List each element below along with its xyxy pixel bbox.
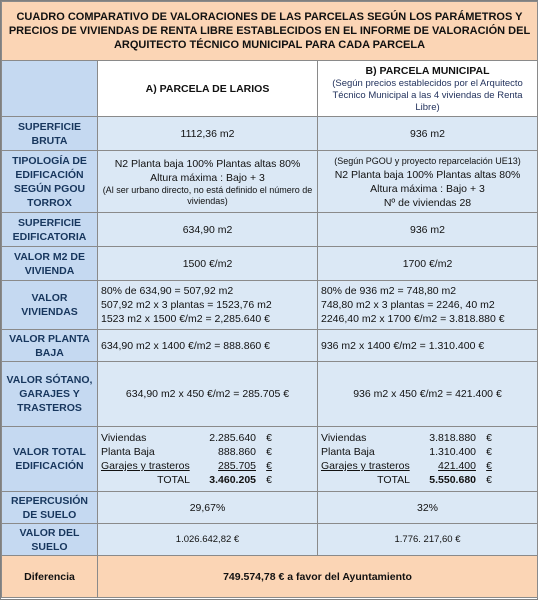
cell-b: 32% [318, 492, 538, 524]
cell-line: 507,92 m2 x 3 plantas = 1523,76 m2 [101, 299, 272, 311]
total-key: TOTAL [157, 474, 190, 486]
row-label: REPERCUSIÓN DE SUELO [2, 492, 98, 524]
cell-a [98, 427, 318, 492]
row-label: VALOR TOTAL EDIFICACIÓN [2, 427, 98, 492]
cell-line: 2246,40 m2 x 1700 €/m2 = 3.818.880 € [321, 313, 505, 325]
row-diferencia [2, 556, 538, 598]
parcela-b-header [318, 61, 538, 117]
total-unit: € [266, 446, 272, 458]
total-key: Viviendas [101, 432, 147, 444]
row-label: SUPERFICIE EDIFICATORIA [2, 213, 98, 247]
total-line [321, 473, 534, 487]
cell-note: (Según PGOU y proyecto reparcelación UE13) [334, 155, 521, 166]
total-unit: € [486, 474, 492, 486]
cell-a: 634,90 m2 [98, 213, 318, 247]
total-value: 3.818.880 [429, 432, 476, 444]
total-line [321, 445, 534, 459]
total-value: 1.310.400 [429, 446, 476, 458]
total-value: 421.400 [438, 460, 476, 472]
cell-a: 1.026.642,82 € [98, 524, 318, 556]
row-tipologia [2, 151, 538, 213]
parcela-a-header [98, 61, 318, 117]
total-value: 3.460.205 [209, 474, 256, 486]
cell-line: 80% de 936 m2 = 748,80 m2 [321, 285, 457, 297]
cell-line: Nº de viviendas 28 [383, 196, 472, 209]
cell-b [318, 427, 538, 492]
total-line [101, 473, 314, 487]
parcela-b-subtitle: (Según precios establecidos por el Arquitecto Técnico Municipal a las 4 viviendas de Renta Libre) [332, 77, 523, 113]
cell-line: 748,80 m2 x 3 plantas = 2246, 40 m2 [321, 299, 495, 311]
total-line [101, 431, 314, 445]
diferencia-value: 749.574,78 € a favor del Ayuntamiento [98, 556, 538, 598]
row-label: VALOR M2 DE VIVIENDA [2, 247, 98, 281]
table-title: CUADRO COMPARATIVO DE VALORACIONES DE LAS PARCELAS SEGÚN LOS PARÁMETROS Y PRECIOS DE VIVIENDAS DE RENTA LIBRE ESTABLECIDOS EN EL INFORME DE VALORACIÓN DEL ARQUITECTO TÉCNICO MUNICIPAL PARA CADA PARCELA [2, 2, 538, 61]
row-label: VALOR DEL SUELO [2, 524, 98, 556]
cell-b [318, 281, 538, 330]
cell-b: 936 m2 x 450 €/m2 = 421.400 € [318, 362, 538, 427]
row-label: VALOR SÓTANO, GARAJES Y TRASTEROS [2, 362, 98, 427]
total-unit: € [266, 474, 272, 486]
cell-a: 29,67% [98, 492, 318, 524]
row-valor-suelo [2, 524, 538, 556]
cell-b: 936 m2 x 1400 €/m2 = 1.310.400 € [318, 330, 538, 362]
row-repercusion [2, 492, 538, 524]
total-unit: € [266, 432, 272, 444]
comparison-table [1, 1, 538, 598]
cell-a: 634,90 m2 x 450 €/m2 = 285.705 € [98, 362, 318, 427]
cell-a: 634,90 m2 x 1400 €/m2 = 888.860 € [98, 330, 318, 362]
cell-line: Altura máxima : Bajo + 3 [370, 182, 485, 195]
row-label: VALOR VIVIENDAS [2, 281, 98, 330]
cell-a [98, 281, 318, 330]
cell-a: 1112,36 m2 [98, 117, 318, 151]
cell-a: 1500 €/m2 [98, 247, 318, 281]
cell-note: (Al ser urbano directo, no está definido el número de viviendas) [102, 184, 313, 206]
total-value: 285.705 [218, 460, 256, 472]
total-value: 5.550.680 [429, 474, 476, 486]
cell-b: 1700 €/m2 [318, 247, 538, 281]
total-key: Garajes y trasteros [321, 460, 410, 472]
cell-line: Altura máxima : Bajo + 3 [150, 171, 265, 184]
row-valor-planta-baja [2, 330, 538, 362]
row-label: VALOR PLANTA BAJA [2, 330, 98, 362]
total-key: Planta Baja [101, 446, 155, 458]
row-valor-sotano [2, 362, 538, 427]
parcela-a-title: A) PARCELA DE LARIOS [145, 82, 270, 95]
cell-b: 936 m2 [318, 213, 538, 247]
total-unit: € [266, 460, 272, 472]
row-valor-total [2, 427, 538, 492]
header-blank-cell [2, 61, 98, 117]
total-value: 2.285.640 [209, 432, 256, 444]
cell-b: 936 m2 [318, 117, 538, 151]
total-key: Planta Baja [321, 446, 375, 458]
total-key: Garajes y trasteros [101, 460, 190, 472]
cell-b [318, 151, 538, 213]
row-superficie-edificatoria [2, 213, 538, 247]
row-label: SUPERFICIE BRUTA [2, 117, 98, 151]
total-unit: € [486, 460, 492, 472]
total-line [101, 445, 314, 459]
total-unit: € [486, 432, 492, 444]
total-key: TOTAL [377, 474, 410, 486]
total-line [321, 431, 534, 445]
total-line [101, 459, 314, 473]
row-valor-m2 [2, 247, 538, 281]
cell-line: N2 Planta baja 100% Plantas altas 80% [334, 168, 521, 181]
diferencia-label: Diferencia [2, 556, 98, 598]
cell-line: 80% de 634,90 = 507,92 m2 [101, 285, 234, 297]
parcela-b-title: B) PARCELA MUNICIPAL [365, 64, 490, 77]
total-key: Viviendas [321, 432, 367, 444]
row-valor-viviendas [2, 281, 538, 330]
cell-a [98, 151, 318, 213]
total-line [321, 459, 534, 473]
cell-line: N2 Planta baja 100% Plantas altas 80% [114, 157, 301, 170]
total-value: 888.860 [218, 446, 256, 458]
cell-line: 1523 m2 x 1500 €/m2 = 2,285.640 € [101, 313, 270, 325]
total-unit: € [486, 446, 492, 458]
row-superficie-bruta [2, 117, 538, 151]
row-label: TIPOLOGÍA DE EDIFICACIÓN SEGÚN PGOU TORROX [2, 151, 98, 213]
cell-b: 1.776. 217,60 € [318, 524, 538, 556]
